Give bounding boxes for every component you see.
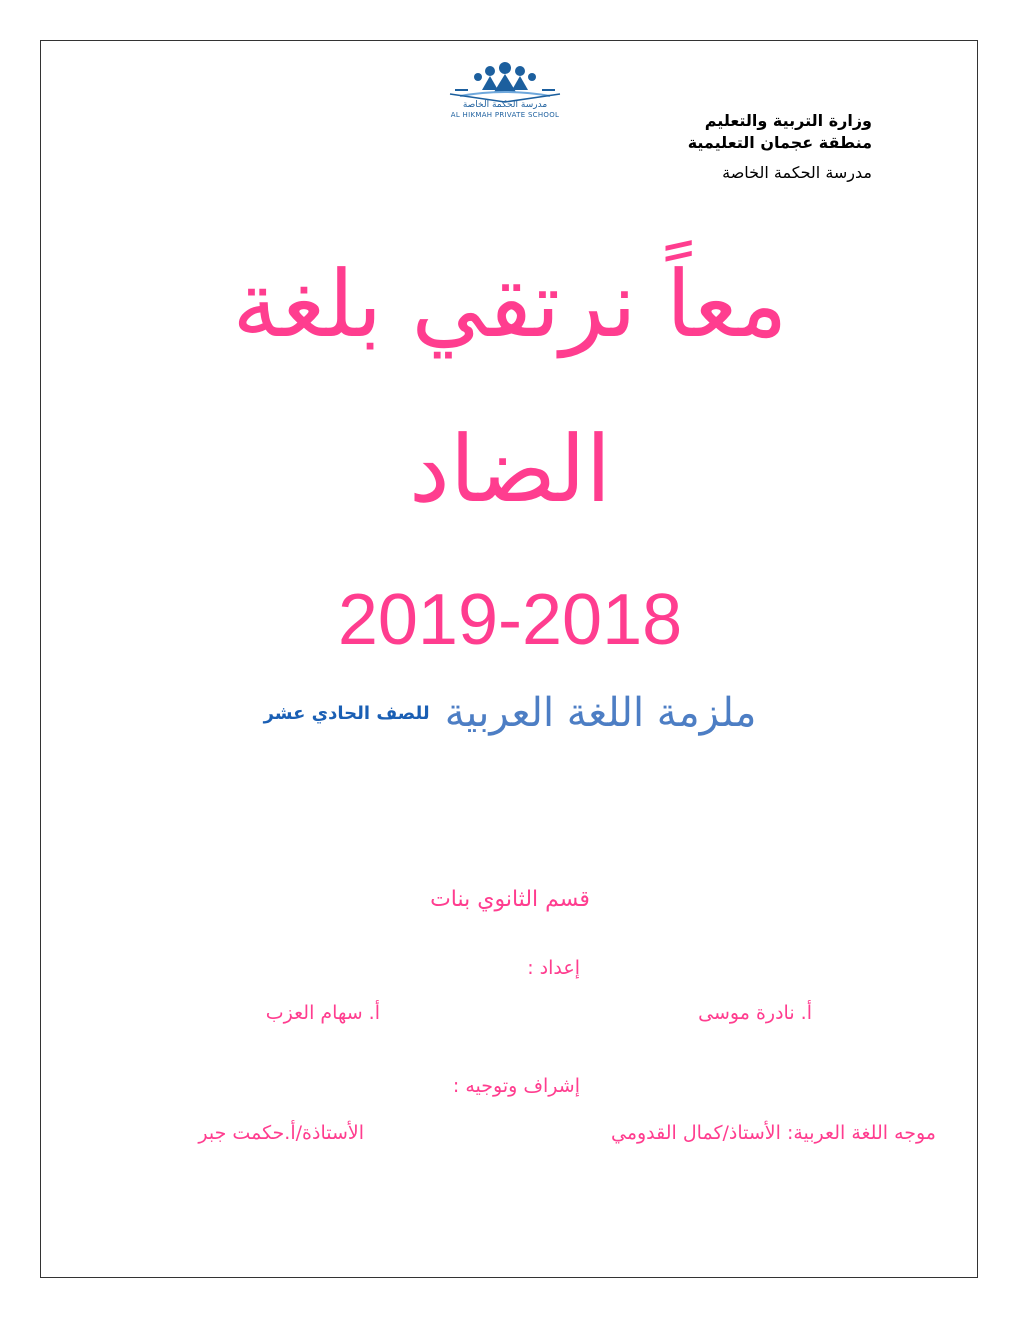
- booklet-title: ملزمة اللغة العربية: [444, 690, 757, 736]
- school-name: مدرسة الحكمة الخاصة: [722, 163, 872, 182]
- ministry-name: وزارة التربية والتعليم: [704, 111, 872, 130]
- department-name: قسم الثانوي بنات: [430, 887, 590, 912]
- supervisor-name: موجه اللغة العربية: الأستاذ/كمال القدومي: [610, 1122, 936, 1144]
- author-name: أ. سهام العزب: [265, 1002, 380, 1024]
- preparation-label: إعداد :: [527, 957, 580, 979]
- logo-english-text: AL HIKMAH PRIVATE SCHOOL: [450, 111, 560, 119]
- grade-label: للصف الحادي عشر: [263, 702, 430, 724]
- author-name: أ. نادرة موسى: [698, 1002, 812, 1024]
- supervisor-name: الأستاذة/أ.حكمت جبر: [198, 1122, 364, 1144]
- logo-arabic-text: مدرسة الحكمة الخاصة: [462, 100, 548, 110]
- subtitle-row: [40, 690, 980, 736]
- main-title-line-2: الضاد: [408, 416, 612, 523]
- academic-years: 2019-2018: [337, 580, 683, 660]
- education-zone: منطقة عجمان التعليمية: [687, 133, 872, 152]
- supervision-label: إشراف وتوجيه :: [452, 1075, 580, 1097]
- header-block: [688, 110, 872, 184]
- main-title-line-1: معاً نرتقي بلغة: [232, 251, 788, 358]
